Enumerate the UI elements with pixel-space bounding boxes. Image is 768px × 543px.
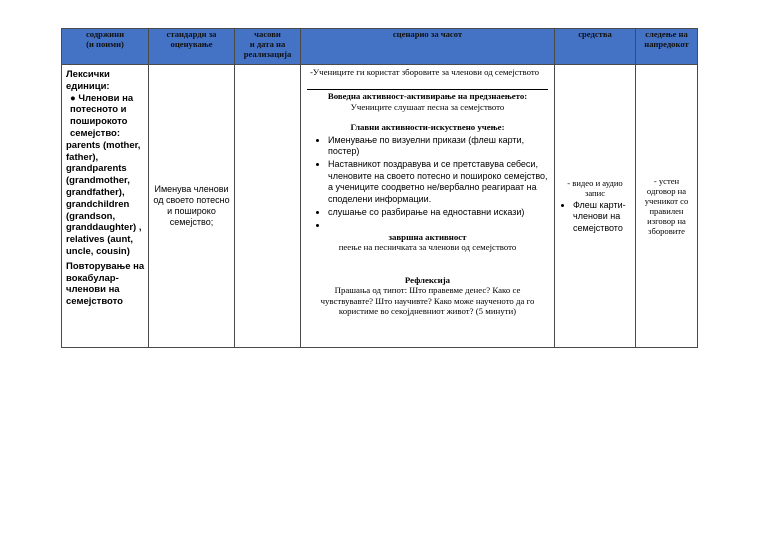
reflection-text: Прашања од типот: Што правевме денес? Како се чувствувавте? Што научивте? Како може наученото да го користиме во секојдневниот живот? (5 минути) [320,285,535,317]
scenario-cell [301,65,555,348]
main-title: Главни активности-искуствено учење: [350,122,505,132]
main-activities-list [301,135,550,232]
standards-cell: Именува членови од своето потесно и пошироко семејство; [149,65,235,348]
header-scenario: сценарио за часот [301,29,555,65]
content-cell [62,65,149,348]
header-standards [149,29,235,65]
family-members-bullet: ● Членови на потесното и поширокото семејство: [70,92,134,139]
hours-cell [235,65,301,348]
header-hours-line2: и дата на [249,39,286,49]
resources-item: • Флеш карти- членови на семејството [573,200,635,234]
header-content-line1: содржини [85,29,125,39]
resources-list [555,200,635,234]
lesson-plan-table [61,28,698,348]
scenario-divider [307,89,548,90]
resources-cell [555,65,636,348]
review-text: Повторување на вокабулар-членови на семејството [66,260,145,308]
reflection-title: Рефлексија [404,274,451,285]
lesson-row [62,65,698,348]
resources-video-line: - видео и аудио запис [567,177,623,198]
main-activity-item: • Наставникот поздравува и се претставува себеси, членовите на своето потесно и пошироко семејство, а учениците соодветно не/вербално реагираат на споделени информации. [328,159,550,205]
header-hours-line1: часови [254,29,281,39]
header-standards-line2: оценување [170,39,213,49]
header-standards-line1: стандарди за [166,29,217,39]
intro-title: Воведна активност-активирање на предзнаењето: [327,91,528,101]
header-content [62,29,149,65]
header-tracking [636,29,698,65]
header-hours [235,29,301,65]
intro-text: Учениците слушаат песна за семејството [350,101,505,112]
header-resources: средства [555,29,636,65]
main-activity-item [328,220,550,231]
scenario-top-line: -Учениците ги користат зборовите за членови од семејството [310,67,540,77]
header-row [62,29,698,65]
header-tracking-line1: следење на [645,29,688,39]
final-title: завршна активност [388,231,467,242]
tracking-cell: - устен одговор на ученикот со правилен изговор на зборовите [636,65,698,348]
final-text: пеење на песничката за членови од семејството [338,242,517,253]
header-hours-line3: реализација [243,49,292,59]
header-tracking-line2: напредокот [644,39,689,49]
main-activity-item: • Именување по визуелни прикази (флеш карти, постер) [328,135,550,158]
vocabulary-list: parents (mother, father), grandparents (grandmother, grandfather), grandchildren (grandson, granddaughter) , relatives (aunt, uncle, cousin) [66,139,142,257]
main-activity-item: • слушање со разбирање на едноставни искази) [328,207,550,218]
lexical-units-label: Лексички единици: [66,69,110,92]
header-content-line2: (и поими) [86,39,124,49]
